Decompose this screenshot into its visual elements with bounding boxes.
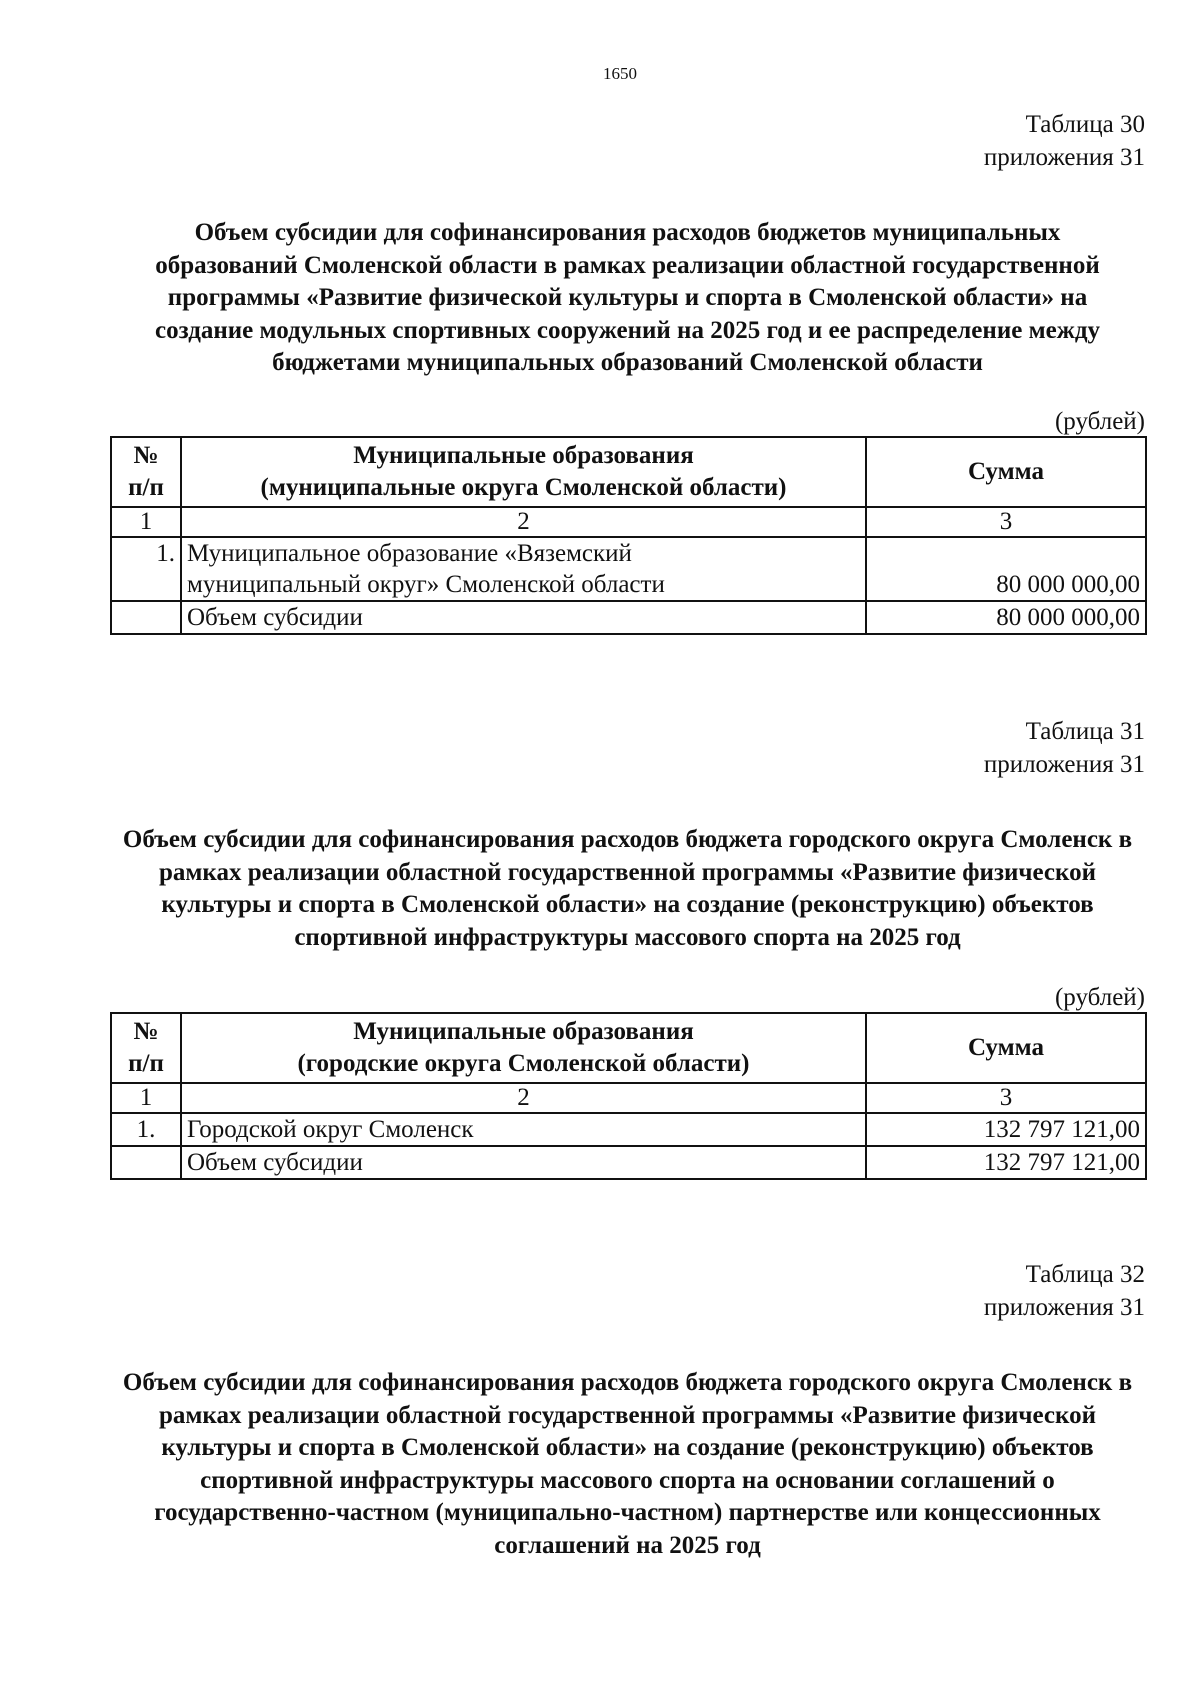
row-name: Городской округ Смоленск [181,1113,866,1146]
table-ref-number: Таблица 31 [1025,718,1145,745]
row-name-line2: муниципальный округ» Смоленской области [187,570,665,598]
table-31-reference [110,715,1145,781]
total-sum: 80 000 000,00 [866,601,1146,634]
index-cell: 2 [181,507,866,537]
header-name-line2: (городские округа Смоленской области) [297,1050,750,1078]
table-32-reference [110,1258,1145,1324]
header-name [181,437,866,507]
table-row [111,537,1146,601]
header-name-line2: (муниципальные округа Смоленской области) [260,473,787,501]
table-31-section [110,715,1145,1180]
total-num [111,601,181,634]
index-row [111,1083,1146,1113]
table-30-section [110,108,1145,635]
table-ref-appendix: приложения 31 [983,751,1145,778]
index-row [111,507,1146,537]
header-name-line1: Муниципальные образования [353,441,694,469]
table-31-unit: (рублей) [1054,984,1145,1012]
table-ref-number: Таблица 30 [1025,111,1145,138]
header-num-line1: № [133,441,159,469]
table-row [111,1113,1146,1146]
header-sum: Сумма [866,437,1146,507]
table-32-title: Объем субсидии для софинансирования расходов бюджета городского округа Смоленск в рамках реализации областной государственной программы «Развитие физической культуры и спорта в Смоленской области» на создание (реконструкцию) объектов спортивной инфраструктуры массового спорта на основании соглашений о государственно-частном (муниципально-частном) партнерстве или концессионных соглашений на 2025 год [122,1369,1133,1559]
table-32-section [110,1258,1145,1563]
table-ref-number: Таблица 32 [1025,1261,1145,1288]
row-name [181,537,866,601]
header-num-line1: № [133,1018,159,1046]
header-row [111,437,1146,507]
row-sum: 80 000 000,00 [866,537,1146,601]
total-num [111,1146,181,1179]
header-num-line2: п/п [128,1050,164,1078]
total-name: Объем субсидии [181,601,866,634]
index-cell: 3 [866,1083,1146,1113]
header-num [111,1013,181,1083]
header-sum: Сумма [866,1013,1146,1083]
header-num-line2: п/п [128,473,164,501]
index-cell: 1 [111,507,181,537]
page-number: 1650 [603,64,637,83]
table-30-reference [110,108,1145,174]
table-ref-appendix: приложения 31 [983,1294,1145,1321]
table-31-title: Объем субсидии для софинансирования расходов бюджета городского округа Смоленск в рамках реализации областной государственной программы «Развитие физической культуры и спорта в Смоленской области» на создание (реконструкцию) объектов спортивной инфраструктуры массового спорта на 2025 год [122,826,1133,951]
row-num: 1. [111,1113,181,1146]
table-30-title: Объем субсидии для софинансирования расходов бюджетов муниципальных образований Смоленской области в рамках реализации областной государственной программы «Развитие физической культуры и спорта в Смоленской области» на создание модульных спортивных сооружений на 2025 год и ее распределение между бюджетами муниципальных образований Смоленской области [155,219,1100,377]
total-row [111,601,1146,634]
row-name-line1: Муниципальное образование «Вяземский [187,539,632,567]
total-name: Объем субсидии [181,1146,866,1179]
header-num [111,437,181,507]
row-sum: 132 797 121,00 [866,1113,1146,1146]
index-cell: 3 [866,507,1146,537]
table-ref-appendix: приложения 31 [983,144,1145,171]
header-name [181,1013,866,1083]
table-30-unit: (рублей) [1054,407,1145,435]
total-row [111,1146,1146,1179]
table-31 [110,1012,1147,1180]
total-sum: 132 797 121,00 [866,1146,1146,1179]
table-30 [110,436,1147,635]
index-cell: 1 [111,1083,181,1113]
header-name-line1: Муниципальные образования [353,1018,694,1046]
header-row [111,1013,1146,1083]
index-cell: 2 [181,1083,866,1113]
row-num: 1. [111,537,181,601]
